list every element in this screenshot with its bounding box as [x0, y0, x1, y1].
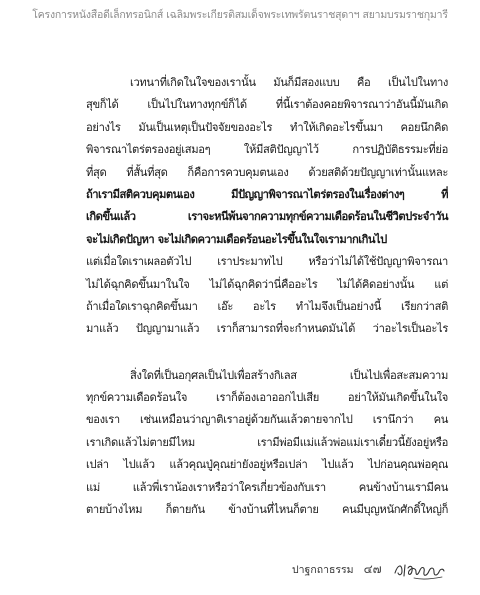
- text-line: ถ้าเมื่อใดเราฉุกคิดขึ้นมา เอ๊ะ อะไร ทำไมจึงเป็นอย่างนี้ เรียกว่าสติ: [86, 299, 448, 313]
- text-line: สิ่งใดที่เป็นอกุศลเป็นไปเพื่อสร้างกิเลส เป็นไปเพื่อสะสมความ: [130, 368, 448, 382]
- paragraph-1: [86, 72, 448, 341]
- text-line: เวทนาที่เกิดในใจของเรานั้น มันก็มีสองแบบ คือ เป็นไปในทาง: [130, 76, 448, 89]
- text-line: ที่สุด ที่สั้นที่สุด ก็คือการควบคุมตนเอง ด้วยสติด้วยปัญญาเท่านั้นแหละ: [86, 165, 448, 179]
- text-line: พิจารณาไตร่ตรองอยู่เสมอๆ ให้มีสติปัญญาไว้ การปฏิบัติธรรมะที่ย่อ: [86, 143, 448, 157]
- text-line: ของเรา เช่นเหมือนว่าญาติเราอยู่ด้วยกันแล้วตายจากไป เรานึกว่า คน: [86, 413, 448, 427]
- text-line: ไม่ได้ฉุกคิดขึ้นมาในใจ ไม่ได้ฉุกคิดว่านี่คืออะไร ไม่ได้คิดอย่างนั้น แต่: [86, 277, 448, 291]
- page-number: ๔๗: [363, 561, 382, 576]
- body-text: [86, 72, 448, 521]
- footer-book-title: ปาฐกถาธรรม: [292, 563, 354, 576]
- text-line-bold: จะไม่เกิดปัญหา จะไม่เกิดความเดือดร้อนอะไรขึ้นในใจเรามากเกินไป: [86, 232, 387, 246]
- running-header: โครงการหนังสือดีเล็กทรอนิกส์ เฉลิมพระเกียรติสมเด็จพระเทพรัตนราชสุดาฯ สยามบรมราชกุมารี: [32, 9, 448, 21]
- text-line: เราเกิดแล้วไม่ตายมีไหม เรามีพ่อมีแม่แล้วพ่อแม่เราเดี๋ยวนี้ยังอยู่หรือ: [86, 435, 448, 449]
- text-line: ทุกข์ความเดือดร้อนใจ เราก็ต้องเอาออกไปเสีย อย่าให้มันเกิดขึ้นในใจ: [86, 391, 448, 405]
- text-line: ตายบ้างไหม ก็ตายกัน ข้างบ้านที่ไหนก็ตาย คนมีบุญหนักศักดิ์ใหญ่ก็: [86, 503, 448, 517]
- text-line: มาแล้ว ปัญญามาแล้ว เราก็สามารถที่จะกำหนดมันได้ ว่าอะไรเป็นอะไร: [86, 322, 448, 336]
- signature-icon: [392, 556, 446, 582]
- page-footer: [292, 556, 446, 582]
- text-line: เปล่า ไปแล้ว แล้วคุณปู่คุณย่ายังอยู่หรือเปล่า ไปแล้ว ไปก่อนคุณพ่อคุณ: [86, 458, 448, 472]
- paragraph-2: [86, 365, 448, 522]
- text-line: อย่างไร มันเป็นเหตุเป็นปัจจัยของอะไร ทำให้เกิดอะไรขึ้นมา คอยนึกคิด: [86, 120, 448, 134]
- text-line: สุขก็ได้ เป็นไปในทางทุกข์ก็ได้ ที่นี้เราต้องคอยพิจารณาว่าอันนี้มันเกิด: [86, 98, 448, 112]
- text-line: แม่ แล้วพี่เราน้องเราหรือว่าใครเกี่ยวข้องกับเรา คนข้างบ้านเรามีคน: [86, 480, 448, 494]
- text-line: แต่เมื่อใดเราเผลอตัวไป เราประมาทไป หรือว่าไม่ได้ใช้ปัญญาพิจารณา: [86, 255, 448, 269]
- text-line-bold: ถ้าเรามีสติควบคุมตนเอง มีปัญญาพิจารณาไตร่ตรองในเรื่องต่างๆ ที่: [86, 187, 448, 201]
- text-line-bold: เกิดขึ้นแล้ว เราจะหนีพ้นจากความทุกข์ความเดือดร้อนในชีวิตประจำวัน: [86, 210, 448, 224]
